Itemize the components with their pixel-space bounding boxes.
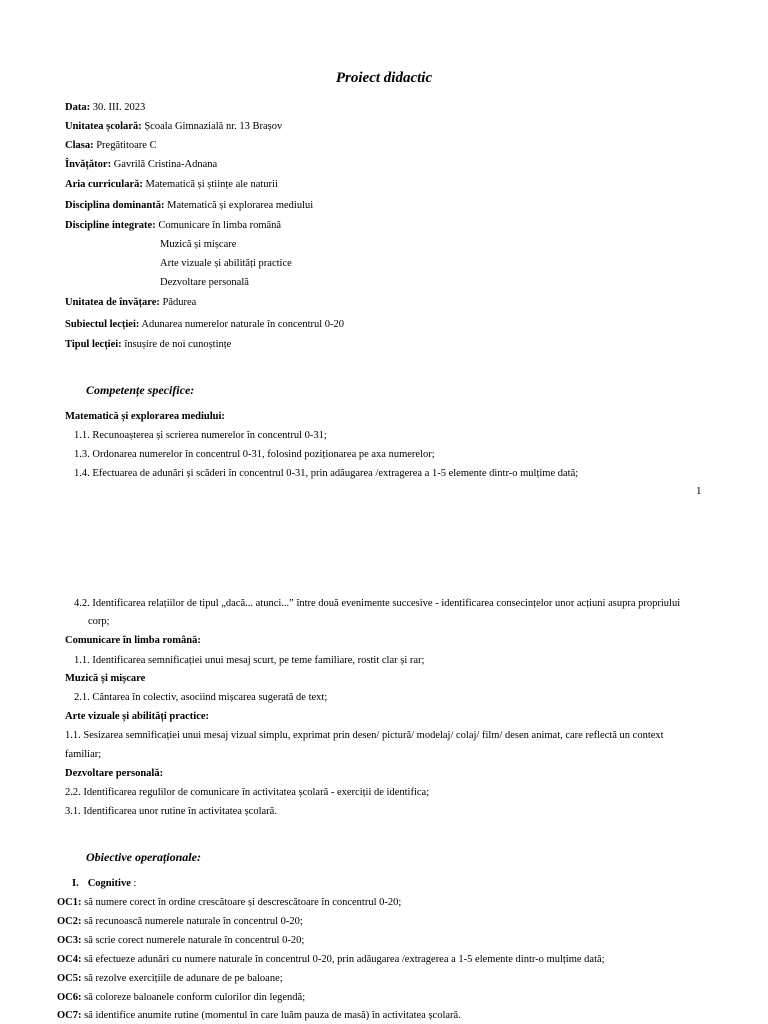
objective-text: să efectueze adunări cu numere naturale în concentrul 0-20, prin adăugarea /extragerea a 1-5 elemente dintr-o mulțime dată; bbox=[81, 954, 605, 965]
field-curriculum-area bbox=[65, 178, 278, 191]
field-label: Clasa: bbox=[65, 140, 94, 151]
objective-code: OC3: bbox=[57, 935, 82, 946]
field-integrated-disciplines bbox=[65, 219, 281, 232]
competence-item: 4.2. Identificarea relațiilor de tipul „dacă... atunci...” între două evenimente succesive - identificarea consecințelor unor acțiuni asupra propriului bbox=[74, 598, 681, 609]
integrated-discipline-item: Dezvoltare personală bbox=[160, 277, 249, 288]
competence-item-continuation: corp; bbox=[88, 616, 110, 627]
field-label: Data: bbox=[65, 102, 91, 113]
objective-text: să identifice anumite rutine (momentul în care luăm pauza de masă) în activitatea școlară. bbox=[81, 1010, 461, 1021]
personal-development-heading: Dezvoltare personală: bbox=[65, 768, 164, 779]
cognitive-suffix: : bbox=[130, 878, 137, 889]
field-value: Matematică și științe ale naturii bbox=[142, 179, 278, 190]
field-value: 30. III. 2023 bbox=[90, 102, 146, 113]
objective-text: să recunoască numerele naturale în concentrul 0-20; bbox=[81, 916, 303, 927]
field-value: însușire de noi cunoștințe bbox=[121, 339, 232, 350]
page-number: 1 bbox=[696, 485, 702, 497]
competence-item: 1.3. Ordonarea numerelor în concentrul 0-31, folosind poziționarea pe axa numerelor; bbox=[74, 449, 435, 460]
objectives-heading: Obiective operaționale: bbox=[86, 850, 201, 864]
cognitive-label: Cognitive bbox=[87, 878, 131, 889]
objective-item bbox=[57, 972, 283, 985]
communication-heading: Comunicare în limba română: bbox=[65, 635, 201, 646]
objective-code: OC7: bbox=[57, 1010, 82, 1021]
competence-item-continuation: familiar; bbox=[65, 749, 102, 760]
arts-heading: Arte vizuale și abilități practice: bbox=[65, 711, 210, 722]
document-title: Proiect didactic bbox=[335, 70, 433, 86]
field-class bbox=[65, 139, 157, 152]
field-lesson-type bbox=[65, 338, 231, 351]
competences-heading: Competențe specifice: bbox=[86, 383, 195, 397]
field-value: Adunarea numerelor naturale în concentrul 0-20 bbox=[139, 319, 345, 330]
field-teacher bbox=[65, 158, 217, 171]
field-learning-unit bbox=[65, 296, 196, 309]
objective-code: OC5: bbox=[57, 973, 82, 984]
integrated-discipline-item: Muzică și mișcare bbox=[160, 239, 237, 250]
objective-text: să numere corect în ordine crescătoare și descrescătoare în concentrul 0-20; bbox=[81, 897, 402, 908]
objective-item bbox=[57, 896, 401, 909]
competence-item: 3.1. Identificarea unor rutine în activitatea școlară. bbox=[65, 806, 277, 817]
objective-code: OC6: bbox=[57, 992, 82, 1003]
objective-code: OC4: bbox=[57, 954, 82, 965]
field-label: Aria curriculară: bbox=[65, 179, 143, 190]
field-label: Tipul lecției: bbox=[65, 339, 122, 350]
field-label: Unitatea școlară: bbox=[65, 121, 142, 132]
field-value: Școala Gimnazială nr. 13 Brașov bbox=[141, 121, 283, 132]
competence-item: 2.1. Cântarea în colectiv, asociind mișcarea sugerată de text; bbox=[74, 692, 328, 703]
competence-item: 1.4. Efectuarea de adunări și scăderi în concentrul 0-31, prin adăugarea /extragerea a 1-5 elemente dintr-o mulțime dată; bbox=[74, 468, 579, 479]
field-date bbox=[65, 101, 145, 114]
competence-item: 1.1. Recunoașterea și scrierea numerelor în concentrul 0-31; bbox=[74, 430, 327, 441]
cognitive-heading bbox=[72, 877, 136, 890]
field-value: Pregătitoare C bbox=[93, 140, 157, 151]
integrated-discipline-item: Arte vizuale și abilități practice bbox=[160, 258, 292, 269]
objective-code: OC1: bbox=[57, 897, 82, 908]
math-heading: Matematică și explorarea mediului: bbox=[65, 411, 225, 422]
objective-code: OC2: bbox=[57, 916, 82, 927]
field-school bbox=[65, 120, 282, 133]
field-lesson-subject bbox=[65, 318, 344, 331]
objective-item bbox=[57, 953, 605, 966]
objective-item bbox=[57, 915, 303, 928]
objective-item bbox=[57, 934, 304, 947]
objective-item bbox=[57, 991, 305, 1004]
field-value: Matematică și explorarea mediului bbox=[164, 200, 314, 211]
field-value: Comunicare în limba română bbox=[155, 220, 282, 231]
field-dominant-discipline bbox=[65, 199, 313, 212]
objective-text: să rezolve exercițiile de adunare de pe baloane; bbox=[81, 973, 283, 984]
objective-text: să scrie corect numerele naturale în concentrul 0-20; bbox=[81, 935, 305, 946]
field-label: Subiectul lecției: bbox=[65, 319, 140, 330]
competence-item: 1.1. Sesizarea semnificației unui mesaj vizual simplu, exprimat prin desen/ pictură/ modelaj/ colaj/ film/ desen animat, care reflectă un context bbox=[65, 730, 664, 741]
competence-item: 2.2. Identificarea regulilor de comunicare în activitatea școlară - exerciții de identifica; bbox=[65, 787, 430, 798]
objective-text: să coloreze baloanele conform culorilor din legendă; bbox=[81, 992, 306, 1003]
field-label: Disciplina dominantă: bbox=[65, 200, 165, 211]
music-heading: Muzică și mișcare bbox=[65, 673, 146, 684]
field-value: Pădurea bbox=[159, 297, 197, 308]
field-label: Învățător: bbox=[65, 159, 112, 170]
field-label: Unitatea de învățare: bbox=[65, 297, 160, 308]
objective-item bbox=[57, 1009, 461, 1022]
field-label: Discipline integrate: bbox=[65, 220, 156, 231]
field-value: Gavrilă Cristina-Adnana bbox=[111, 159, 218, 170]
cognitive-number: I. bbox=[72, 878, 79, 889]
competence-item: 1.1. Identificarea semnificației unui mesaj scurt, pe teme familiare, rostit clar și rar; bbox=[74, 655, 425, 666]
